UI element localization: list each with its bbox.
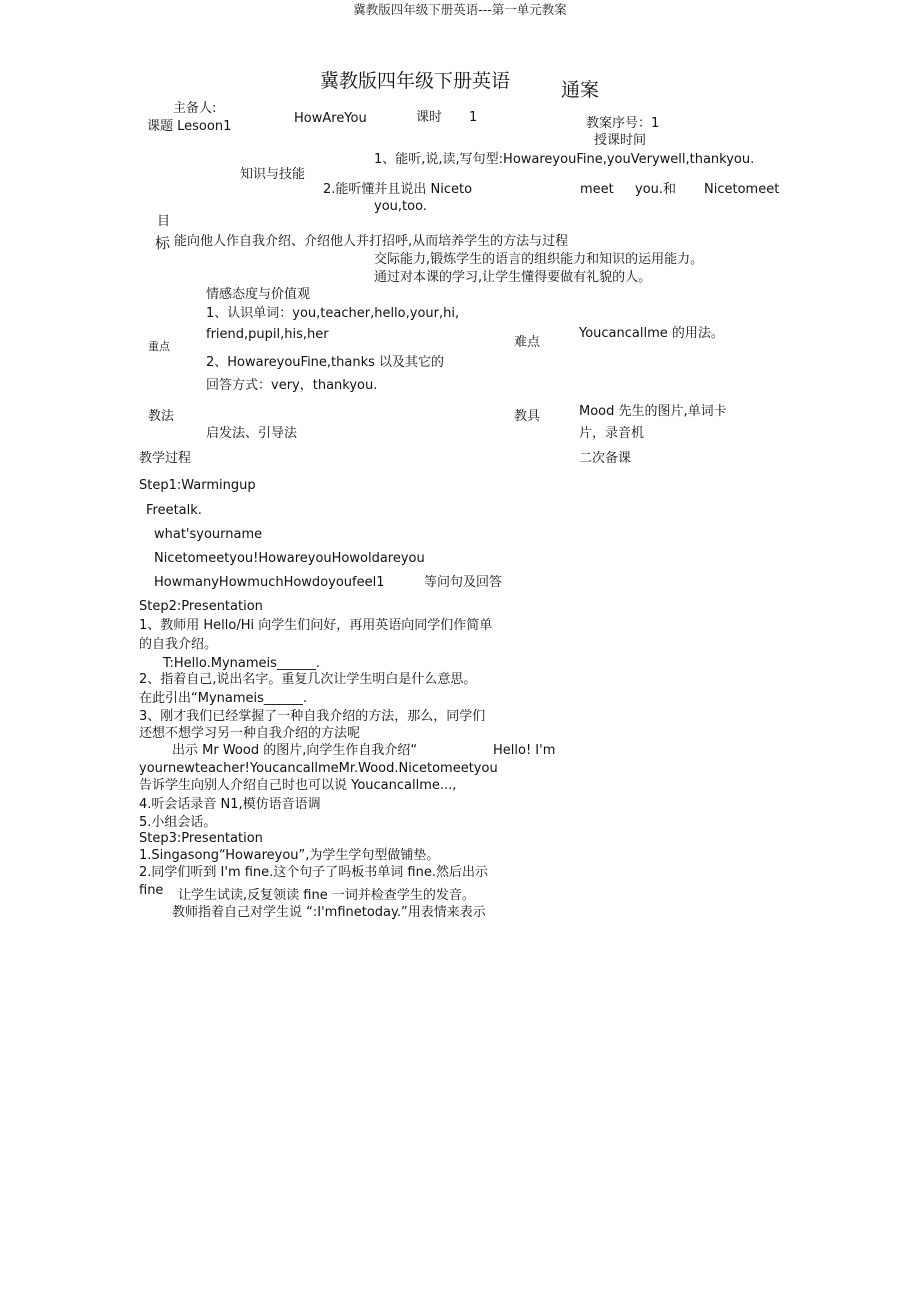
process-line: HowmanyHowmuchHowdoyoufeel1 bbox=[154, 575, 385, 590]
focus-item-2a: 2、HowareyouFine,thanks 以及其它的 bbox=[206, 355, 445, 370]
process-line: Nicetomeetyou!HowareyouHowoldareyou bbox=[154, 551, 425, 566]
document-title-suffix: 通案 bbox=[561, 79, 600, 101]
methods-label: 教法 bbox=[148, 409, 175, 424]
difficulty-value: Youcancallme 的用法。 bbox=[579, 326, 724, 341]
process-line: yournewteacher!YoucancallmeMr.Wood.Nicetomeetyou bbox=[139, 761, 498, 776]
tools-value-a: Mood 先生的图片,单词卡 bbox=[579, 404, 727, 419]
difficulty-label: 难点 bbox=[514, 335, 541, 350]
preparer-label: 主备人: bbox=[173, 101, 217, 116]
process-line: what'syourname bbox=[154, 527, 263, 542]
focus-item-1b: friend,pupil,his,her bbox=[206, 327, 329, 342]
emotion-label: 情感态度与价值观 bbox=[206, 287, 311, 302]
tools-value-b: 片，录音机 bbox=[579, 426, 645, 441]
process-line: T:Hello.Mynameis______. bbox=[163, 656, 321, 671]
focus-item-2b: 回答方式：very，thankyou. bbox=[206, 378, 378, 393]
process-line: 等问句及回答 bbox=[424, 575, 503, 590]
objective-label-1: 目 bbox=[157, 214, 171, 229]
process-line: Step1:Warmingup bbox=[139, 478, 256, 493]
process-line: 教师指着自己对学生说 “:I'mfinetoday.”用表情来表示 bbox=[172, 905, 486, 920]
process-line: 4.听会话录音 N1,模仿语音语调 bbox=[139, 797, 321, 812]
process-line: fine bbox=[139, 883, 164, 898]
process-line: 出示 Mr Wood 的图片,向学生作自我介绍“ bbox=[172, 743, 418, 758]
focus-label: 重点 bbox=[148, 340, 170, 353]
process-line: 让学生试读,反复领读 fine 一词并检查学生的发音。 bbox=[178, 888, 475, 903]
process-line: 5.小组会话。 bbox=[139, 815, 217, 830]
process-line: 2.同学们听到 I'm fine.这个句子了吗板书单词 fine.然后出示 bbox=[139, 865, 488, 880]
process-label: 教学过程 bbox=[139, 451, 192, 466]
document-title: 冀教版四年级下册英语 bbox=[320, 70, 511, 92]
running-header: 冀教版四年级下册英语---第一单元教案 bbox=[353, 2, 567, 17]
method-line-3: 通过对本课的学习,让学生懂得要做有礼貌的人。 bbox=[374, 270, 652, 285]
objective-label-2: 标 bbox=[155, 234, 171, 252]
knowledge-item-2d: Nicetomeet bbox=[704, 182, 780, 197]
process-line: 1、教师用 Hello/Hi 向学生们问好，再用英语向同学们作简单 bbox=[139, 618, 493, 633]
teaching-time: 授课时间 bbox=[594, 133, 647, 148]
process-line: 2、指着自己,说出名字。重复几次让学生明白是什么意思。 bbox=[139, 672, 477, 687]
topic-label: 课题 Lesoon1 bbox=[147, 119, 232, 134]
process-line: Step3:Presentation bbox=[139, 831, 263, 846]
process-line: 在此引出“Mynameis______. bbox=[139, 691, 308, 706]
knowledge-item-1: 1、能听,说,读,写句型:HowareyouFine,youVerywell,thankyou. bbox=[374, 152, 755, 167]
period-label: 课时 bbox=[416, 110, 443, 125]
second-preparation-label: 二次备课 bbox=[579, 451, 632, 466]
knowledge-item-2e: you,too. bbox=[374, 199, 427, 214]
process-line: Hello! I'm bbox=[493, 743, 556, 758]
process-line: 还想不想学习另一种自我介绍的方法呢 bbox=[139, 726, 361, 741]
process-line: 告诉学生向别人介绍自己时也可以说 Youcancallme..., bbox=[139, 778, 457, 793]
lesson-number: 教案序号：1 bbox=[586, 116, 660, 131]
knowledge-item-2c: you.和 bbox=[635, 182, 677, 197]
process-line: 1.Singasong“Howareyou”,为学生学句型做铺垫。 bbox=[139, 848, 440, 863]
knowledge-label: 知识与技能 bbox=[240, 167, 306, 182]
focus-item-1a: 1、认识单词：you,teacher,hello,your,hi, bbox=[206, 306, 460, 321]
method-line-2: 交际能力,锻炼学生的语言的组织能力和知识的运用能力。 bbox=[374, 252, 704, 267]
method-line-1: 能向他人作自我介绍、介绍他人并打招呼,从而培养学生的方法与过程 bbox=[174, 234, 569, 249]
process-line: Freetalk. bbox=[146, 503, 202, 518]
process-line: Step2:Presentation bbox=[139, 599, 263, 614]
period-value: 1 bbox=[469, 110, 478, 125]
knowledge-item-2a: 2.能听懂并且说出 Niceto bbox=[323, 182, 473, 197]
methods-value: 启发法、引导法 bbox=[206, 426, 298, 441]
process-line: 3、刚才我们已经掌握了一种自我介绍的方法，那么，同学们 bbox=[139, 709, 486, 724]
knowledge-item-2b: meet bbox=[580, 182, 614, 197]
topic-value: HowAreYou bbox=[294, 111, 367, 126]
tools-label: 教具 bbox=[514, 409, 541, 424]
process-line: 的自我介绍。 bbox=[139, 637, 218, 652]
